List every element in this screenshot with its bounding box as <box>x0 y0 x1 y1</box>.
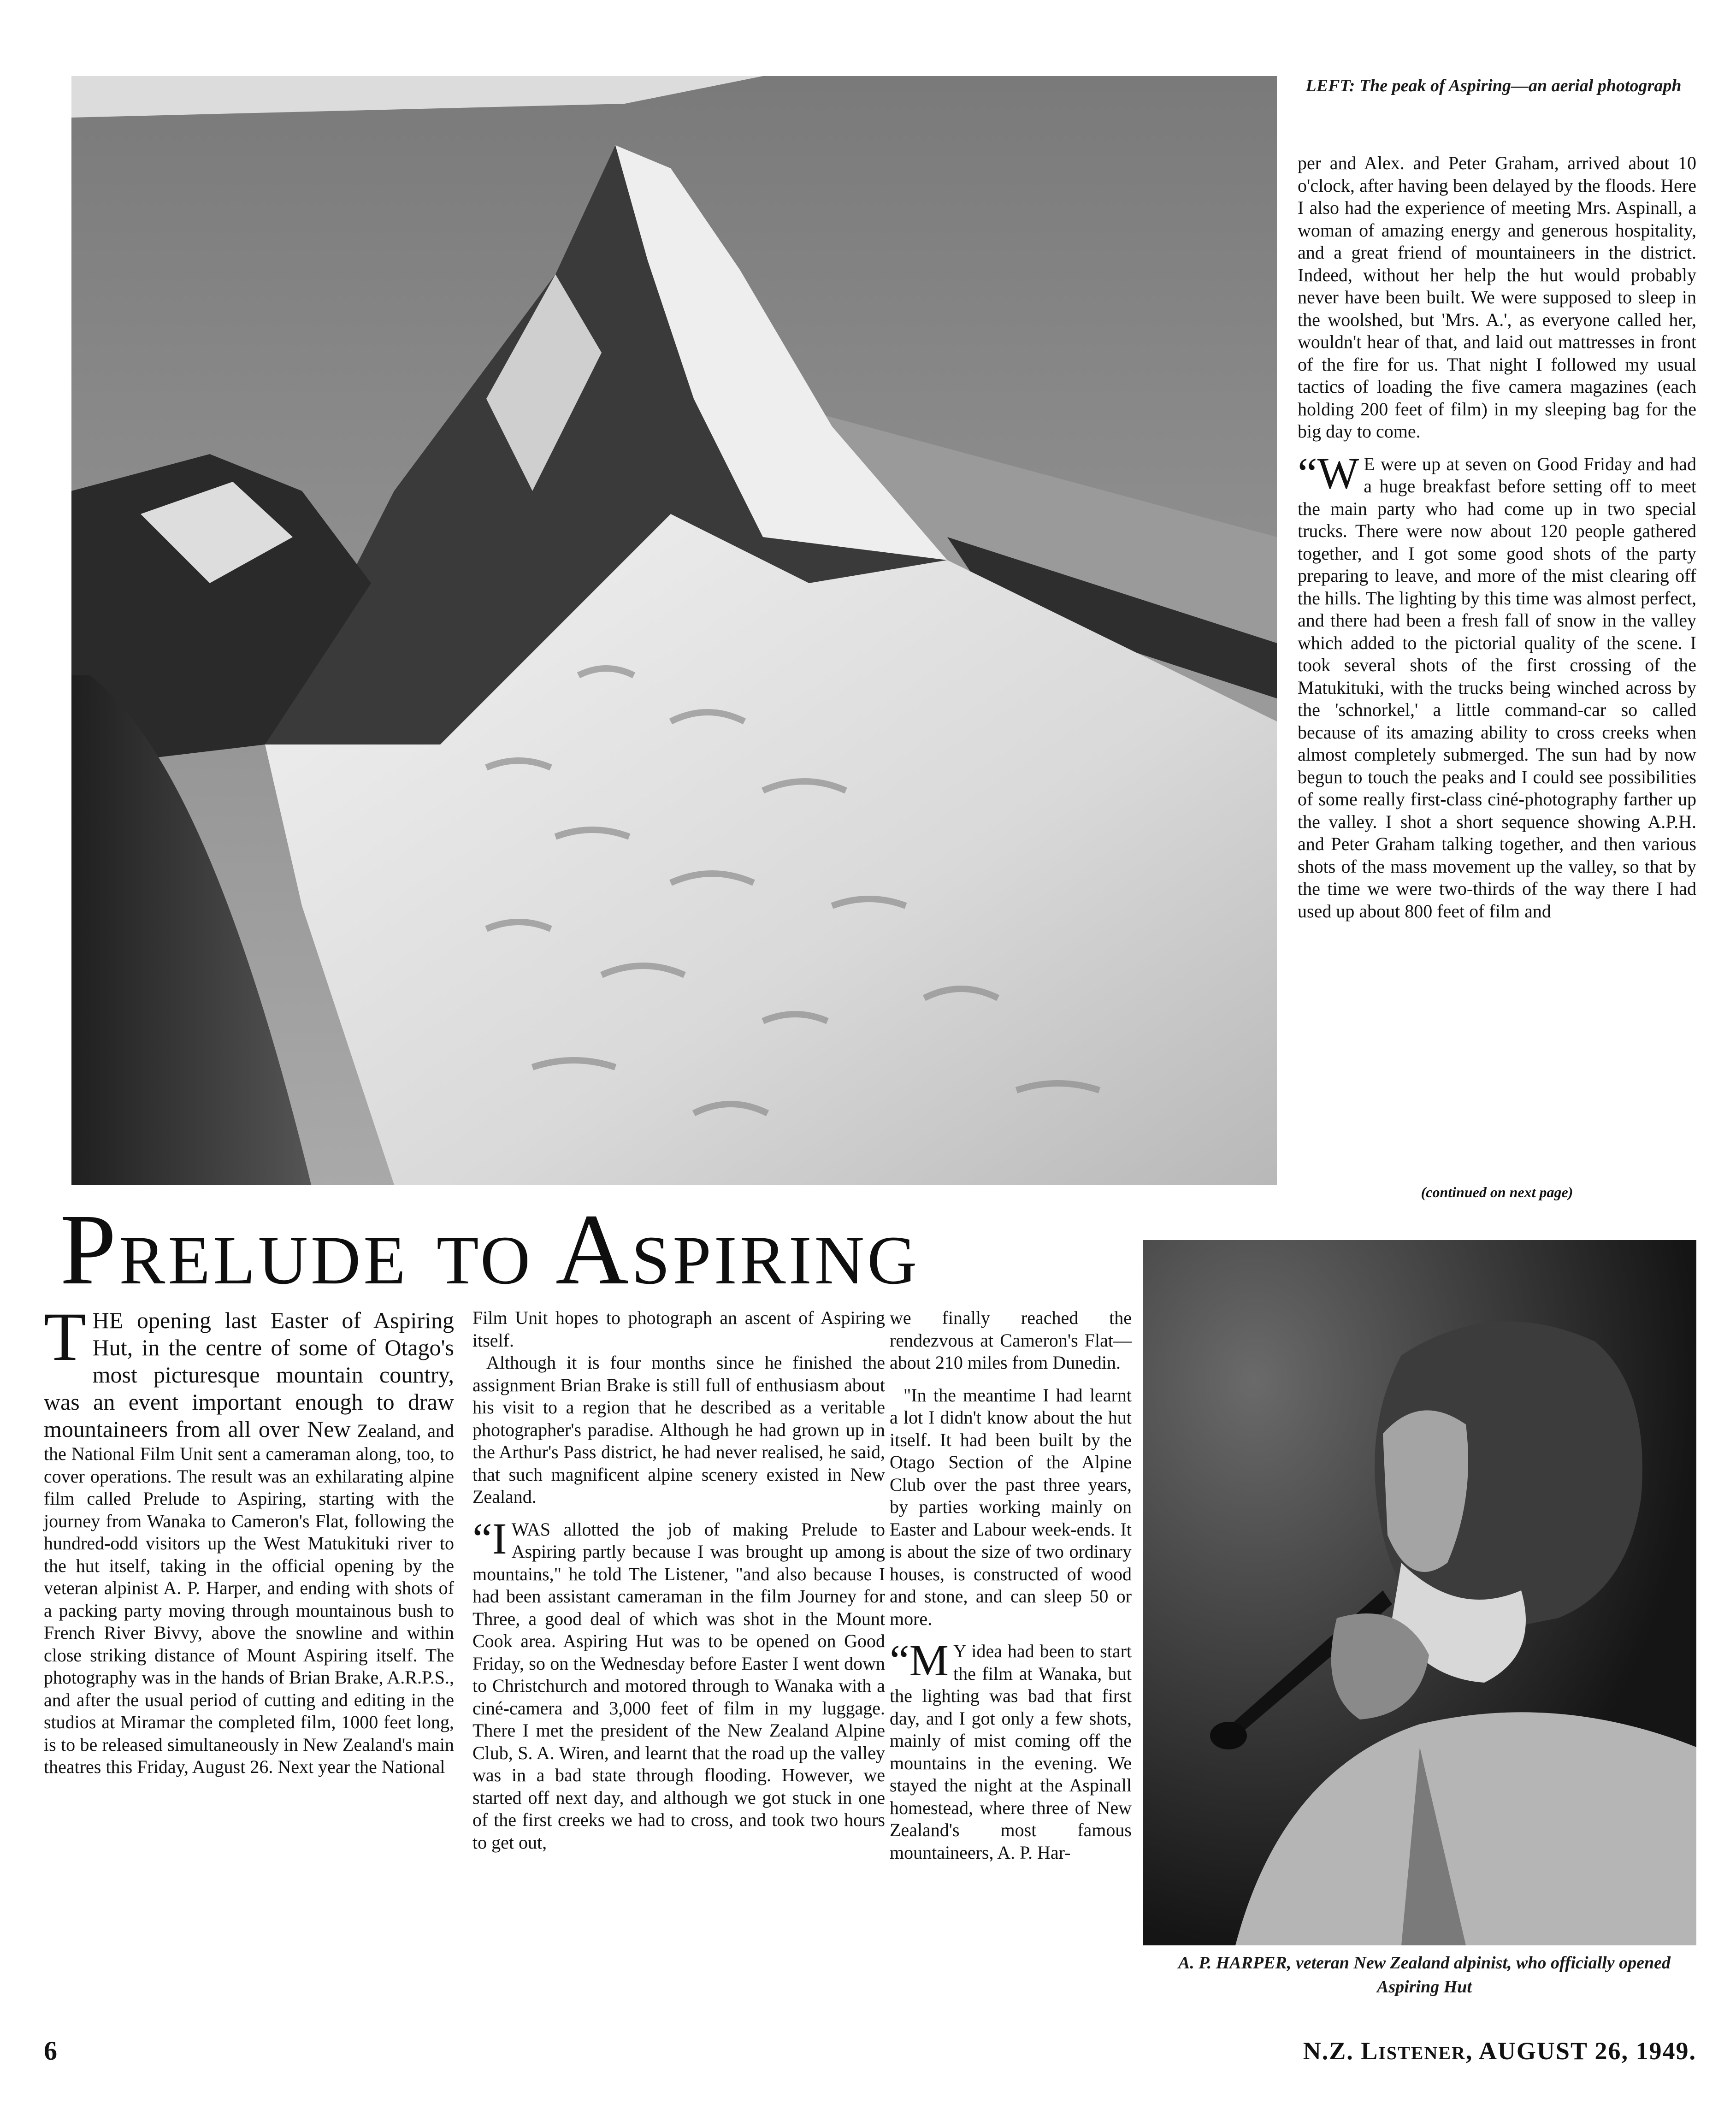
right-column-paragraph-1: per and Alex. and Peter Graham, arrived about 10 o'clock, after having been delayed by the floods. Here I also had the experience of meeting Mrs. Aspinall, a woman of amazing energy and generous hospitality, and a great friend of mountaineers in the district. Indeed, without her help the hut would probably never have been built. We were supposed to sleep in the woolshed, but 'Mrs. A.', as everyone called her, wouldn't hear of that, and laid out mattresses in front of the fire for us. That night I followed my usual tactics of loading the five camera magazines (each holding 200 feet of film) in my sleeping bag for the big day to come. <box>1298 153 1696 442</box>
headline-spiring: SPIRING <box>631 1222 920 1299</box>
portrait-photo-a-p-harper <box>1143 1240 1696 1945</box>
portrait-caption: A. P. HARPER, veteran New Zealand alpinist, who officially opened Aspiring Hut <box>1178 1953 1671 1997</box>
column-c <box>890 1307 1132 1864</box>
column-b-paragraph-2: Although it is four months since he finished the assignment Brian Brake is still full of enthusiasm about his visit to a region that he described as a veritable photographer's paradise. Although he had grown up in the Arthur's Pass district, he had never realised, he said, that such magnificent alpine scenery existed in New Zealand. <box>472 1352 885 1507</box>
column-b-paragraph-3-text: WAS allotted the job of making Prelude to Aspiring partly because I was brought up among mountains," he told The Listener, "and also because I had been assistant cameraman in the film Journey for Three, a good deal of which was shot in the Mount Cook area. Aspiring Hut was to be opened on Good Friday, so on the Wednesday before Easter I went down to Christchurch and motored through to Wanaka with a ciné-camera and 3,000 feet of film in my luggage. There I met the president of the New Zealand Alpine Club, S. A. Wiren, and learnt that the road up the valley was in a bad state through flooding. However, we started off next day, and although we got stuck in one of the first creeks we had to cross, and took two hours to get out, <box>472 1518 885 1853</box>
column-a-paragraph <box>44 1299 455 1778</box>
column-c-paragraph-3-text: Y idea had been to start the film at Wanaka, but the lighting was bad that first day, and I got only a few shots, mainly of mist coming off the mountains in the evening. We stayed the night at the Aspinall homestead, where three of New Zealand's most famous mountaineers, A. P. Har- <box>890 1641 1132 1863</box>
page-number: 6 <box>44 2036 57 2066</box>
column-a-rest: Zealand, and the National Film Unit sent a cameraman along, too, to cover operations. The result was an exhilarating alpine film called Prelude to Aspiring, starting with the journey from Wanaka to Cameron's Flat, following the hundred-odd visitors up the West Matukituki river to the hut itself, taking in the official opening by the veteran alpinist A. P. Harper, and ending with shots of a packing party moving through mountainous bush to French River Bivvy, above the snowline and within close striking distance of Mount Aspiring itself. The photography was in the hands of Brian Brake, A.R.P.S., and after the usual period of cutting and editing in the studios at Miramar the completed film, 1000 feet long, is to be released simultaneously in New Zealand's main theatres this Friday, August 26. Next year the National <box>44 1420 455 1777</box>
aerial-photo-caption: LEFT: The peak of Aspiring—an aerial photograph <box>1305 76 1682 95</box>
issue-line-smallcaps: ISTENER <box>1378 2043 1466 2063</box>
column-b-paragraph-3 <box>472 1513 885 1854</box>
issue-line-pre: N.Z. L <box>1303 2037 1379 2065</box>
column-b-paragraph-1: Film Unit hopes to photograph an ascent of Aspiring itself. <box>472 1307 885 1351</box>
headline-to: TO <box>436 1222 533 1299</box>
aerial-photo-mount-aspiring <box>71 76 1277 1185</box>
right-column-paragraph-2-text: E were up at seven on Good Friday and had a huge breakfast before setting off to meet the main party who had come up in two special trucks. There were now about 120 people gathered together, and I got some good shots of the party preparing to leave, and more of the mist clearing off the hills. The lighting by this time was almost perfect, and there had been a fresh fall of snow in the valley which added to the pictorial quality of the scene. I took several shots of the first crossing of the Matukituki, with the trucks being winched across by the 'schnorkel,' a little command-car so called because of its amazing ability to cross creeks when almost completely submerged. The sun had by now begun to touch the peaks and I could see possibilities of some really first-class ciné-photography farther up the valley. I shot a short sequence showing A.P.H. and Peter Graham talking together, and then various shots of the mass movement up the valley, so that by the time we were two-thirds of the way there I had used up about 800 feet of film and <box>1298 453 1696 922</box>
continued-note: (continued on next page) <box>1421 1184 1573 1200</box>
headline-initial-p: P <box>60 1193 119 1306</box>
drop-cap-w: “W <box>1298 448 1359 498</box>
article-headline <box>60 1193 1134 1306</box>
drop-cap-i: “I <box>472 1513 507 1563</box>
drop-cap-t: T <box>44 1299 86 1375</box>
column-b <box>472 1307 885 1854</box>
column-a-intro: HE opening last Easter of Aspiring Hut, in the centre of some of Otago's most picturesque mountain country, was an event important enough to draw mountaineers from all over New <box>44 1307 454 1442</box>
drop-cap-m: “M <box>890 1636 949 1685</box>
right-column <box>1298 152 1696 922</box>
headline-initial-a: A <box>555 1193 632 1306</box>
issue-line-post: , AUGUST 26, 1949. <box>1465 2037 1696 2065</box>
column-a <box>44 1299 455 1778</box>
column-c-paragraph-1: we finally reached the rendezvous at Cameron's Flat—about 210 miles from Dunedin. <box>890 1307 1132 1373</box>
column-c-paragraph-3 <box>890 1636 1132 1864</box>
right-column-paragraph-2 <box>1298 448 1696 923</box>
column-c-paragraph-2: "In the meantime I had learnt a lot I didn't know about the hut itself. It had been built by the Otago Section of the Alpine Club over the past three years, by parties working mainly on Easter and Labour week-ends. It is about the size of two ordinary houses, is constructed of wood and stone, and can sleep 50 or more. <box>890 1384 1132 1629</box>
headline-relude: RELUDE <box>119 1222 408 1299</box>
issue-line <box>1303 2037 1696 2065</box>
